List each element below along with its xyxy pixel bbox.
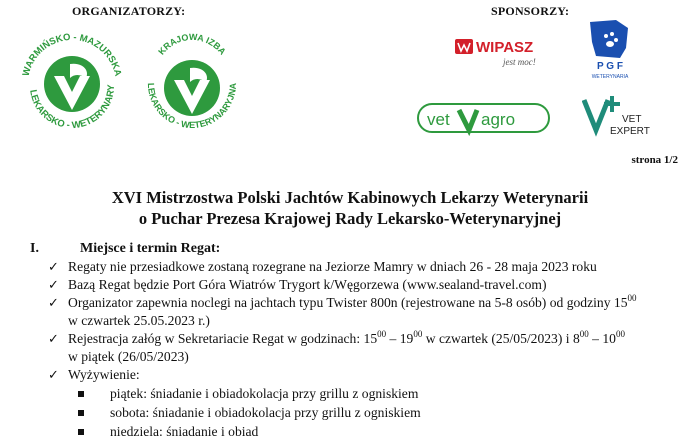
- list-item: ✓ Regaty nie przesiadkowe zostaną rozegrane na Jeziorze Mamry w dniach 26 - 28 maja 2023 roku: [48, 259, 597, 274]
- section-title: Miejsce i termin Regat:: [80, 241, 221, 256]
- section-heading: [30, 241, 220, 257]
- page-number: strona 1/2: [631, 154, 678, 166]
- square-bullet-icon: [78, 391, 84, 397]
- section-items: [48, 258, 688, 441]
- svg-text:EXPERT: EXPERT: [610, 126, 650, 137]
- svg-text:LEKARSKO - WETERYNARYJNA: LEKARSKO - WETERYNARYJNA: [145, 82, 239, 131]
- kilw-logo: [140, 26, 244, 138]
- svg-text:WIPASZ: WIPASZ: [476, 39, 534, 56]
- svg-text:KRAJOWA IZBA: KRAJOWA IZBA: [156, 31, 228, 57]
- title-line-1: XVI Mistrzostwa Polski Jachtów Kabinowych Lekarzy Weterynarii: [111, 188, 589, 207]
- svg-text:WETERYNARIA: WETERYNARIA: [591, 74, 629, 80]
- list-item: ✓ Wyżywienie:: [48, 367, 140, 382]
- pgf-logo: [586, 18, 634, 82]
- square-bullet-icon: [78, 429, 84, 435]
- sponsors-label: SPONSORZY:: [491, 4, 570, 18]
- svg-text:P G F: P G F: [597, 61, 623, 72]
- svg-text:jest moc!: jest moc!: [503, 57, 536, 67]
- list-item: ✓ Organizator zapewnia noclegi na jachtach typu Twister 800n (rejestrowane na 5-8 osób) od godziny $15^{00}$ w czwartek 25.05.2023 r.): [48, 293, 637, 328]
- organizers-label: ORGANIZATORZY:: [72, 4, 186, 18]
- vetexpert-logo: [582, 92, 654, 148]
- vetagro-logo: [417, 98, 551, 136]
- square-bullet-icon: [78, 410, 84, 416]
- svg-text:agro: agro: [481, 110, 516, 129]
- svg-text:IZBA LEKARSKO - WETERYNARYJNA: LEKARSKO - WETERYNARY: [27, 84, 118, 132]
- list-item: ✓ Bazą Regat będzie Port Góra Wiatrów Trygort k/Węgorzewa (www.sealand-travel.com): [48, 277, 547, 292]
- checkmark-icon: ✓: [48, 295, 59, 310]
- checkmark-icon: ✓: [48, 277, 59, 292]
- svg-text:WARMIŃSKO - MAZURSKA: WARMIŃSKO - MAZURSKA: [20, 31, 124, 78]
- svg-text:VET: VET: [622, 114, 642, 125]
- section-number: I.: [30, 241, 39, 256]
- meal-item: sobota: śniadanie i obiadokolacja przy grillu z ogniskiem: [48, 403, 688, 422]
- wipasz-logo: [455, 36, 551, 70]
- wmi-logo: [18, 26, 126, 138]
- checkmark-icon: ✓: [48, 367, 59, 382]
- title-line-2: o Puchar Prezesa Krajowej Rady Lekarsko-Weterynaryjnej: [138, 209, 562, 228]
- checkmark-icon: ✓: [48, 259, 59, 274]
- list-item: ✓ Rejestracja załóg w Sekretariacie Regat w godzinach: $15^{00} - 19^{00}$ w czwartek (25/05/2023) i $8^{00} - 10^{00}$ w piątek (26/05/2023): [48, 329, 625, 364]
- document-title: [0, 187, 700, 229]
- meal-item: piątek: śniadanie i obiadokolacja przy grillu z ogniskiem: [48, 384, 688, 403]
- checkmark-icon: ✓: [48, 331, 59, 346]
- svg-text:vet: vet: [427, 110, 450, 129]
- meal-item: niedziela: śniadanie i obiad: [48, 422, 688, 441]
